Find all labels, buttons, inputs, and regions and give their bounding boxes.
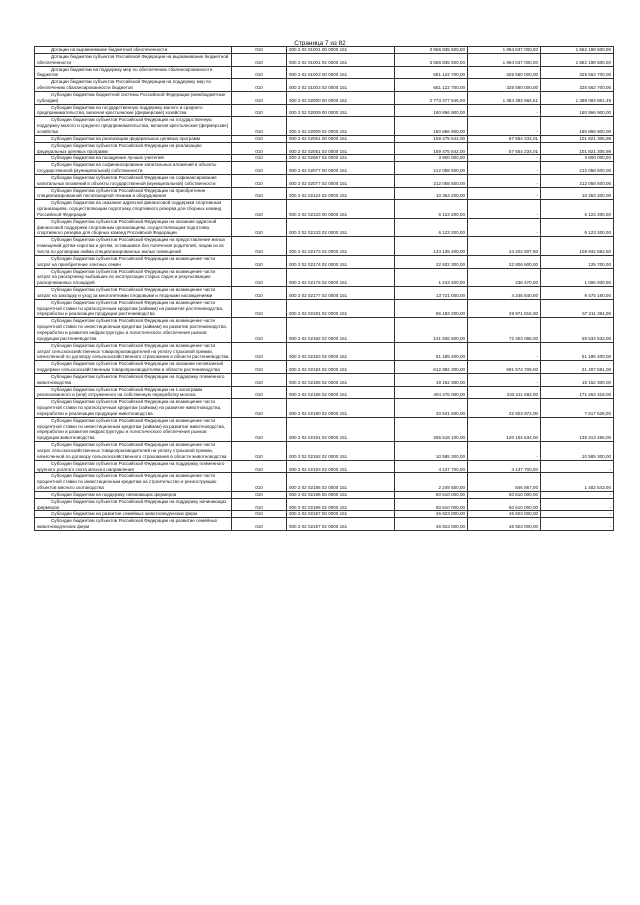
row-executed-amount-cell: 57 654 234,01 (468, 142, 541, 155)
row-budget-code-cell: 000 2 02 02183 02 0000 151 (287, 342, 395, 361)
table-row (35, 373, 614, 386)
row-budget-code-cell: 000 2 02 02173 02 0000 151 (287, 237, 395, 256)
row-planned-amount-cell: 3 656 835 500,00 (395, 47, 468, 54)
row-name-cell (35, 473, 232, 492)
row-planned-amount-cell: 212 058 500,00 (395, 174, 468, 187)
table-row (35, 79, 614, 92)
row-name-text: Субсидии бюджетам на государственную поддержку малого и среднего предпринимательства, включая крестьянские (фермерские) хозяйства (37, 104, 203, 116)
table-row (35, 187, 614, 200)
row-name-text: Субсидии бюджетам на поддержку начинающих фермеров (51, 491, 177, 497)
row-executed-amount-cell: 46 923 000,00 (468, 518, 541, 531)
row-budget-code-cell: 000 2 02 01003 02 0000 151 (287, 79, 395, 92)
row-budget-code-cell: 000 2 02 01001 00 0000 151 (287, 47, 395, 54)
table-row (35, 162, 614, 175)
row-executed-amount-cell: - (468, 187, 541, 200)
row-remaining-amount-cell: 19 152 300,00 (541, 373, 614, 386)
row-name-text: Субсидии бюджетам субъектов Российской Федерации на возмещение части затрат на приобретение элитных семян (37, 255, 216, 267)
row-budget-code-cell: 000 2 02 02077 00 0000 151 (287, 162, 395, 175)
row-name-cell (35, 187, 232, 200)
row-remaining-amount-cell: - (541, 498, 614, 511)
row-admin-code-cell: 010 (232, 473, 287, 492)
row-name-cell (35, 117, 232, 136)
row-planned-amount-cell: 40 541 600,00 (395, 399, 468, 418)
row-budget-code-cell: 000 2 02 02197 02 0000 151 (287, 518, 395, 531)
row-executed-amount-cell: - (468, 117, 541, 136)
row-planned-amount-cell: 3 800 000,00 (395, 155, 468, 162)
row-executed-amount-cell: 4 245 840,00 (468, 287, 541, 300)
row-remaining-amount-cell: 10 363 200,00 (541, 187, 614, 200)
row-executed-amount-cell: 120 104 634,00 (468, 417, 541, 441)
row-name-cell (35, 142, 232, 155)
row-admin-code-cell: 010 (232, 342, 287, 361)
row-planned-amount-cell: 22 932 300,00 (395, 255, 468, 268)
row-name-cell (35, 399, 232, 418)
row-remaining-amount-cell: 325 562 700,00 (541, 66, 614, 79)
row-planned-amount-cell: 46 923 000,00 (395, 511, 468, 518)
row-name-cell (35, 47, 232, 54)
row-budget-code-cell: 000 2 02 02051 00 0000 151 (287, 135, 395, 142)
row-remaining-amount-cell: - (541, 511, 614, 518)
row-admin-code-cell: 010 (232, 47, 287, 54)
row-remaining-amount-cell: - (541, 460, 614, 473)
row-budget-code-cell: 000 2 02 02184 02 0000 151 (287, 361, 395, 374)
table-row (35, 318, 614, 342)
row-budget-code-cell: 000 2 02 02195 02 0000 151 (287, 473, 395, 492)
row-name-cell (35, 53, 232, 66)
row-remaining-amount-cell: 108 932 592,50 (541, 237, 614, 256)
row-name-cell (35, 174, 232, 187)
row-name-cell (35, 361, 232, 374)
row-name-cell (35, 287, 232, 300)
page-number-label: Страница 7 из 82 (294, 40, 346, 47)
row-admin-code-cell: 010 (232, 511, 287, 518)
row-executed-amount-cell: 1 994 637 000,00 (468, 47, 541, 54)
row-planned-amount-cell: 159 475 542,00 (395, 142, 468, 155)
row-planned-amount-cell: 2 249 500,00 (395, 473, 468, 492)
row-remaining-amount-cell: 101 821 305,99 (541, 135, 614, 142)
row-remaining-amount-cell: 57 211 384,00 (541, 299, 614, 318)
row-planned-amount-cell: 10 363 200,00 (395, 187, 468, 200)
row-name-text: Дотации бюджетам на поддержку мер по обеспечению сбалансированности бюджетов (37, 66, 213, 78)
row-name-text: Субсидии бюджетам субъектов Российской Федерации на 1 килограмм реализованного и (или) отгруженного на собственную переработку молока (37, 386, 203, 398)
row-executed-amount-cell: - (468, 200, 541, 219)
row-remaining-amount-cell: 21 407 591,00 (541, 361, 614, 374)
row-name-text: Субсидии бюджетам субъектов Российской Федерации на государственную поддержку малого и среднего предпринимательства, включая крестьянские (фермерские) хозяйства (37, 117, 229, 134)
row-name-text: Субсидии бюджетам субъектов Российской Федерации на реализацию федеральных целевых программ (37, 142, 202, 154)
row-remaining-amount-cell: 212 058 500,00 (541, 174, 614, 187)
row-name-cell (35, 498, 232, 511)
row-remaining-amount-cell: 135 413 466,00 (541, 417, 614, 441)
row-budget-code-cell: 000 2 02 02009 00 0000 151 (287, 104, 395, 117)
table-row (35, 142, 614, 155)
row-planned-amount-cell: 133 135 400,00 (395, 237, 468, 256)
row-remaining-amount-cell: 1 006 930,00 (541, 268, 614, 287)
table-row (35, 518, 614, 531)
row-budget-code-cell: 000 2 02 02176 02 0000 151 (287, 268, 395, 287)
row-planned-amount-cell: 6 123 200,00 (395, 200, 468, 219)
row-name-text: Субсидии бюджетам бюджетной системы Российской Федерации (межбюджетные субсидии) (37, 91, 226, 103)
row-remaining-amount-cell: 325 562 700,00 (541, 79, 614, 92)
row-admin-code-cell: 010 (232, 373, 287, 386)
table-row (35, 399, 614, 418)
row-admin-code-cell: 010 (232, 162, 287, 175)
budget-table (34, 46, 614, 531)
row-name-text: Субсидии бюджетам субъектов Российской Федерации на возмещение части процентной ставки по краткосрочным кредитам (займам) на развитие животноводства, переработки и реализации продукции животноводства (37, 399, 222, 416)
table-row (35, 237, 614, 256)
row-executed-amount-cell: - (468, 442, 541, 461)
row-remaining-amount-cell: 69 534 532,00 (541, 318, 614, 342)
row-admin-code-cell: 010 (232, 386, 287, 399)
row-budget-code-cell: 000 2 02 02009 02 0000 151 (287, 117, 395, 136)
row-admin-code-cell: 010 (232, 318, 287, 342)
row-remaining-amount-cell: 3 800 000,00 (541, 155, 614, 162)
row-executed-amount-cell: 22 806 600,00 (468, 255, 541, 268)
table-row (35, 491, 614, 498)
row-executed-amount-cell: 236 470,00 (468, 268, 541, 287)
table-row (35, 498, 614, 511)
row-admin-code-cell: 010 (232, 104, 287, 117)
row-budget-code-cell: 000 2 02 02133 02 0000 151 (287, 218, 395, 237)
row-admin-code-cell: 010 (232, 518, 287, 531)
row-budget-code-cell: 000 2 02 02181 02 0000 151 (287, 299, 395, 318)
row-admin-code-cell: 010 (232, 155, 287, 162)
row-remaining-amount-cell: 51 185 400,00 (541, 342, 614, 361)
row-planned-amount-cell: 46 923 000,00 (395, 518, 468, 531)
row-remaining-amount-cell: 1 402 543,00 (541, 473, 614, 492)
row-name-text: Субсидии бюджетам на развитие семейных животноводческих ферм (51, 511, 198, 517)
row-budget-code-cell: 000 2 02 01003 00 0000 151 (287, 66, 395, 79)
row-name-text: Субсидии бюджетам субъектов Российской Федерации на поддержку начинающих фермеров (37, 498, 227, 510)
row-budget-code-cell: 000 2 02 02193 02 0000 151 (287, 460, 395, 473)
row-budget-code-cell: 000 2 02 02177 02 0000 151 (287, 287, 395, 300)
row-planned-amount-cell: 404 476 000,00 (395, 386, 468, 399)
row-budget-code-cell: 000 2 02 02051 02 0000 151 (287, 142, 395, 155)
row-planned-amount-cell: 10 585 300,00 (395, 442, 468, 461)
row-admin-code-cell: 010 (232, 491, 287, 498)
row-executed-amount-cell: 24 202 807,50 (468, 237, 541, 256)
row-admin-code-cell: 010 (232, 53, 287, 66)
row-budget-code-cell: 000 2 02 02186 02 0000 151 (287, 386, 395, 399)
row-executed-amount-cell: 1 384 383 684,51 (468, 91, 541, 104)
table-row (35, 442, 614, 461)
row-admin-code-cell: 010 (232, 361, 287, 374)
row-name-text: Субсидии бюджетам субъектов Российской Федерации на поддержку племенного животноводства (37, 373, 225, 385)
table-row (35, 174, 614, 187)
table-row (35, 47, 614, 54)
row-name-cell (35, 162, 232, 175)
row-planned-amount-cell: 3 656 835 500,00 (395, 53, 468, 66)
row-executed-amount-cell: 325 560 000,00 (468, 79, 541, 92)
row-remaining-amount-cell: 1 662 198 500,00 (541, 47, 614, 54)
table-row (35, 200, 614, 219)
row-name-text: Субсидии бюджетам субъектов Российской Федерации на поддержку племенного крупного рогатого скота мясного направления (37, 460, 225, 472)
row-executed-amount-cell: - (468, 218, 541, 237)
row-budget-code-cell: 000 2 02 02000 00 0000 151 (287, 91, 395, 104)
row-name-text: Субсидии бюджетам на оказание адресной финансовой поддержки спортивным организациям, осуществляющим подготовку спортивного резерва для сборных команд Российской Федерации (37, 200, 222, 217)
row-admin-code-cell: 010 (232, 174, 287, 187)
row-name-text: Субсидии бюджетам субъектов Российской Федерации на возмещение части затрат на раскорчевку выбывших из эксплуатации старых садов и рекультивацию раскорчеванных площадей (37, 268, 216, 286)
row-remaining-amount-cell: 1 662 198 500,00 (541, 53, 614, 66)
row-executed-amount-cell: - (468, 174, 541, 187)
row-budget-code-cell: 000 2 02 02077 02 0000 151 (287, 174, 395, 187)
row-budget-code-cell: 000 2 02 02196 00 0000 151 (287, 491, 395, 498)
row-name-cell (35, 255, 232, 268)
row-name-text: Субсидии бюджетам субъектов Российской Федерации на софинансирование капитальных вложений в объекты государственной (муниципальной) собственности (37, 174, 217, 186)
row-executed-amount-cell: 72 403 068,00 (468, 318, 541, 342)
row-executed-amount-cell: - (468, 104, 541, 117)
row-planned-amount-cell: 651 122 700,00 (395, 79, 468, 92)
row-executed-amount-cell: - (468, 342, 541, 361)
row-remaining-amount-cell: - (541, 518, 614, 531)
row-name-cell (35, 442, 232, 461)
row-executed-amount-cell: 233 211 682,00 (468, 386, 541, 399)
table-row (35, 511, 614, 518)
row-name-cell (35, 417, 232, 441)
row-remaining-amount-cell: 212 058 500,00 (541, 162, 614, 175)
row-name-text: Субсидии бюджетам субъектов Российской Федерации на предоставление жилых помещений детям-сиротам и детям, оставшимся без попечения родителей, лицам из их числа по договорам найма специализированных жилых помещений (37, 237, 226, 254)
row-planned-amount-cell: 2 773 477 545,00 (395, 91, 468, 104)
row-name-cell (35, 318, 232, 342)
table-row (35, 287, 614, 300)
table-row (35, 299, 614, 318)
row-executed-amount-cell: 846 957,00 (468, 473, 541, 492)
row-admin-code-cell: 010 (232, 498, 287, 511)
row-name-cell (35, 518, 232, 531)
row-name-cell (35, 79, 232, 92)
row-admin-code-cell: 010 (232, 255, 287, 268)
row-name-text: Дотации на выравнивание бюджетной обеспеченности (51, 47, 168, 52)
row-executed-amount-cell: - (468, 162, 541, 175)
row-executed-amount-cell: 591 574 709,00 (468, 361, 541, 374)
table-row (35, 460, 614, 473)
row-executed-amount-cell: 46 923 000,00 (468, 511, 541, 518)
row-planned-amount-cell: 180 866 900,00 (395, 117, 468, 136)
row-name-cell (35, 104, 232, 117)
row-name-cell (35, 91, 232, 104)
row-name-text: Субсидии бюджетам на поощрение лучших учителей (51, 155, 164, 161)
row-name-text: Субсидии бюджетам субъектов Российской Федерации на развитие семейных животноводческих ферм (37, 518, 218, 530)
table-row (35, 66, 614, 79)
row-budget-code-cell: 000 2 02 02197 00 0000 151 (287, 511, 395, 518)
table-row (35, 53, 614, 66)
row-remaining-amount-cell: 10 585 300,00 (541, 442, 614, 461)
table-row (35, 117, 614, 136)
row-remaining-amount-cell: 1 389 093 861,49 (541, 91, 614, 104)
row-remaining-amount-cell: 7 617 628,00 (541, 399, 614, 418)
row-executed-amount-cell: 50 610 000,00 (468, 491, 541, 498)
row-planned-amount-cell: 50 610 000,00 (395, 498, 468, 511)
row-budget-code-cell: 000 2 02 02182 02 0000 151 (287, 318, 395, 342)
table-row (35, 342, 614, 361)
row-name-cell (35, 66, 232, 79)
table-row (35, 104, 614, 117)
row-name-cell (35, 218, 232, 237)
row-name-text: Субсидии бюджетам субъектов Российской Федерации на возмещение части процентной ставки по инвестиционным кредитам на строительство и реконструкцию объектов мясного скотоводства (37, 473, 217, 491)
row-name-text: Субсидии бюджетам субъектов Российской Федерации на оказание адресной финансовой поддержки спортивным организациям, осуществляющим подготовку спортивного резерва для сборных команд Российской Федерации (37, 218, 217, 236)
row-name-cell (35, 155, 232, 162)
table-row (35, 155, 614, 162)
row-admin-code-cell: 010 (232, 200, 287, 219)
table-row (35, 255, 614, 268)
row-remaining-amount-cell: 101 821 305,99 (541, 142, 614, 155)
row-name-text: Субсидии бюджетам на софинансирование капитальных вложений в объекты государственной (муниципальной) собственности (37, 162, 217, 174)
row-budget-code-cell: 000 2 02 02067 02 0000 151 (287, 155, 395, 162)
table-row (35, 417, 614, 441)
row-admin-code-cell: 010 (232, 268, 287, 287)
row-remaining-amount-cell: 6 123 200,00 (541, 218, 614, 237)
row-planned-amount-cell: 6 123 200,00 (395, 218, 468, 237)
row-budget-code-cell: 000 2 02 01001 02 0000 151 (287, 53, 395, 66)
row-executed-amount-cell: 28 971 816,00 (468, 299, 541, 318)
row-planned-amount-cell: 255 518 100,00 (395, 417, 468, 441)
row-name-text: Субсидии бюджетам субъектов Российской Федерации на возмещение части процентной ставки по краткосрочным кредитам (займам) на развитие растениеводства, переработки и реализации продукции растениеводства (37, 299, 224, 317)
budget-table-body (35, 47, 614, 531)
row-executed-amount-cell: 57 654 234,01 (468, 135, 541, 142)
row-name-cell (35, 237, 232, 256)
row-name-cell (35, 386, 232, 399)
row-name-cell (35, 135, 232, 142)
row-name-cell (35, 299, 232, 318)
row-planned-amount-cell: 50 610 000,00 (395, 491, 468, 498)
row-budget-code-cell: 000 2 02 02185 02 0000 151 (287, 373, 395, 386)
table-row (35, 91, 614, 104)
row-name-text: Субсидии бюджетам субъектов Российской Федерации на приобретение специализированной лесопожарной техники и оборудования (37, 187, 206, 199)
row-planned-amount-cell: 141 936 600,00 (395, 318, 468, 342)
row-executed-amount-cell: 325 560 000,00 (468, 66, 541, 79)
row-budget-code-cell: 000 2 02 02174 02 0000 151 (287, 255, 395, 268)
table-row (35, 361, 614, 374)
row-executed-amount-cell: 4 137 700,00 (468, 460, 541, 473)
row-name-cell (35, 491, 232, 498)
row-admin-code-cell: 010 (232, 417, 287, 441)
row-admin-code-cell: 010 (232, 287, 287, 300)
row-remaining-amount-cell: 171 264 318,00 (541, 386, 614, 399)
row-name-text: Субсидии бюджетам субъектов Российской Федерации на оказание несвязанной поддержки сельскохозяйственным товаропроизводителям в области растениеводства (37, 361, 224, 373)
table-row (35, 268, 614, 287)
row-admin-code-cell: 010 (232, 79, 287, 92)
row-name-cell (35, 268, 232, 287)
row-name-cell (35, 200, 232, 219)
row-admin-code-cell: 010 (232, 117, 287, 136)
row-remaining-amount-cell: 180 866 900,00 (541, 104, 614, 117)
row-remaining-amount-cell: 6 123 200,00 (541, 200, 614, 219)
row-name-cell (35, 460, 232, 473)
row-name-text: Субсидии бюджетам субъектов Российской Федерации на возмещение части затрат сельскохозяйственных товаропроизводителей на уплату страховой премии, начисленной по договору сельскохозяйственного страхования в области животноводства (37, 442, 227, 459)
row-name-text: Дотации бюджетам субъектов Российской Федерации на выравнивание бюджетной обеспеченности (37, 53, 229, 65)
row-admin-code-cell: 010 (232, 142, 287, 155)
row-planned-amount-cell: 159 475 542,00 (395, 135, 468, 142)
row-planned-amount-cell: 51 185 400,00 (395, 342, 468, 361)
table-row (35, 473, 614, 492)
table-row (35, 386, 614, 399)
row-admin-code-cell: 010 (232, 135, 287, 142)
row-planned-amount-cell: 651 122 700,00 (395, 66, 468, 79)
row-planned-amount-cell: 86 183 200,00 (395, 299, 468, 318)
row-name-cell (35, 511, 232, 518)
row-executed-amount-cell: 50 610 000,00 (468, 498, 541, 511)
row-budget-code-cell: 000 2 02 02124 02 0000 151 (287, 187, 395, 200)
row-admin-code-cell: 010 (232, 460, 287, 473)
row-admin-code-cell: 010 (232, 237, 287, 256)
row-name-text: Дотации бюджетам субъектов Российской Федерации на поддержку мер по обеспечению сбалансированности бюджетов (37, 79, 212, 91)
row-name-cell (35, 342, 232, 361)
row-executed-amount-cell: 1 994 637 000,00 (468, 53, 541, 66)
row-planned-amount-cell: 180 866 900,00 (395, 104, 468, 117)
row-planned-amount-cell: 19 152 300,00 (395, 373, 468, 386)
row-planned-amount-cell: 4 137 700,00 (395, 460, 468, 473)
row-admin-code-cell: 010 (232, 218, 287, 237)
row-admin-code-cell: 010 (232, 442, 287, 461)
row-executed-amount-cell: 32 923 972,00 (468, 399, 541, 418)
row-planned-amount-cell: 212 058 500,00 (395, 162, 468, 175)
row-executed-amount-cell: - (468, 373, 541, 386)
row-planned-amount-cell: 1 243 400,00 (395, 268, 468, 287)
row-admin-code-cell: 010 (232, 66, 287, 79)
row-admin-code-cell: 010 (232, 399, 287, 418)
row-name-text: Субсидии бюджетам субъектов Российской Федерации на возмещение части процентной ставки по инвестиционным кредитам (займам) на развитие животноводства, переработки и развития инфраструктуры и логистического обеспечения рынков продукции животноводства (37, 417, 226, 441)
row-name-cell (35, 373, 232, 386)
row-planned-amount-cell: 612 982 300,00 (395, 361, 468, 374)
row-remaining-amount-cell: 125 700,00 (541, 255, 614, 268)
row-budget-code-cell: 000 2 02 02133 00 0000 151 (287, 200, 395, 219)
row-budget-code-cell: 000 2 02 02196 02 0000 151 (287, 498, 395, 511)
row-name-text: Субсидии бюджетам субъектов Российской Федерации на возмещение части процентной ставки по инвестиционным кредитам (займам) на развитие растениеводства, переработки и развития инфраструктуры и логистического обеспечения рынков продукции растениеводства (37, 318, 228, 341)
row-executed-amount-cell: - (468, 155, 541, 162)
row-remaining-amount-cell: 9 475 160,00 (541, 287, 614, 300)
row-name-text: Субсидии бюджетам на реализацию федеральных целевых программ (51, 135, 200, 141)
row-admin-code-cell: 010 (232, 187, 287, 200)
table-row (35, 218, 614, 237)
row-admin-code-cell: 010 (232, 91, 287, 104)
row-budget-code-cell: 000 2 02 02192 02 0000 151 (287, 442, 395, 461)
row-remaining-amount-cell: - (541, 491, 614, 498)
row-budget-code-cell: 000 2 02 02191 02 0000 151 (287, 417, 395, 441)
row-name-text: Субсидии бюджетам субъектов Российской Федерации на возмещение части затрат на закладку и уход за многолетними плодовыми и ягодными насаждениями (37, 287, 216, 298)
row-remaining-amount-cell: 180 866 900,00 (541, 117, 614, 136)
row-budget-code-cell: 000 2 02 02190 02 0000 151 (287, 399, 395, 418)
row-name-text: Субсидии бюджетам субъектов Российской Федерации на возмещение части затрат сельскохозяйственных товаропроизводителей на уплату страховой премии, начисленной по договору сельскохозяйственного страхования в области растениеводства (37, 342, 229, 360)
table-row (35, 135, 614, 142)
row-planned-amount-cell: 13 721 000,00 (395, 287, 468, 300)
row-admin-code-cell: 010 (232, 299, 287, 318)
